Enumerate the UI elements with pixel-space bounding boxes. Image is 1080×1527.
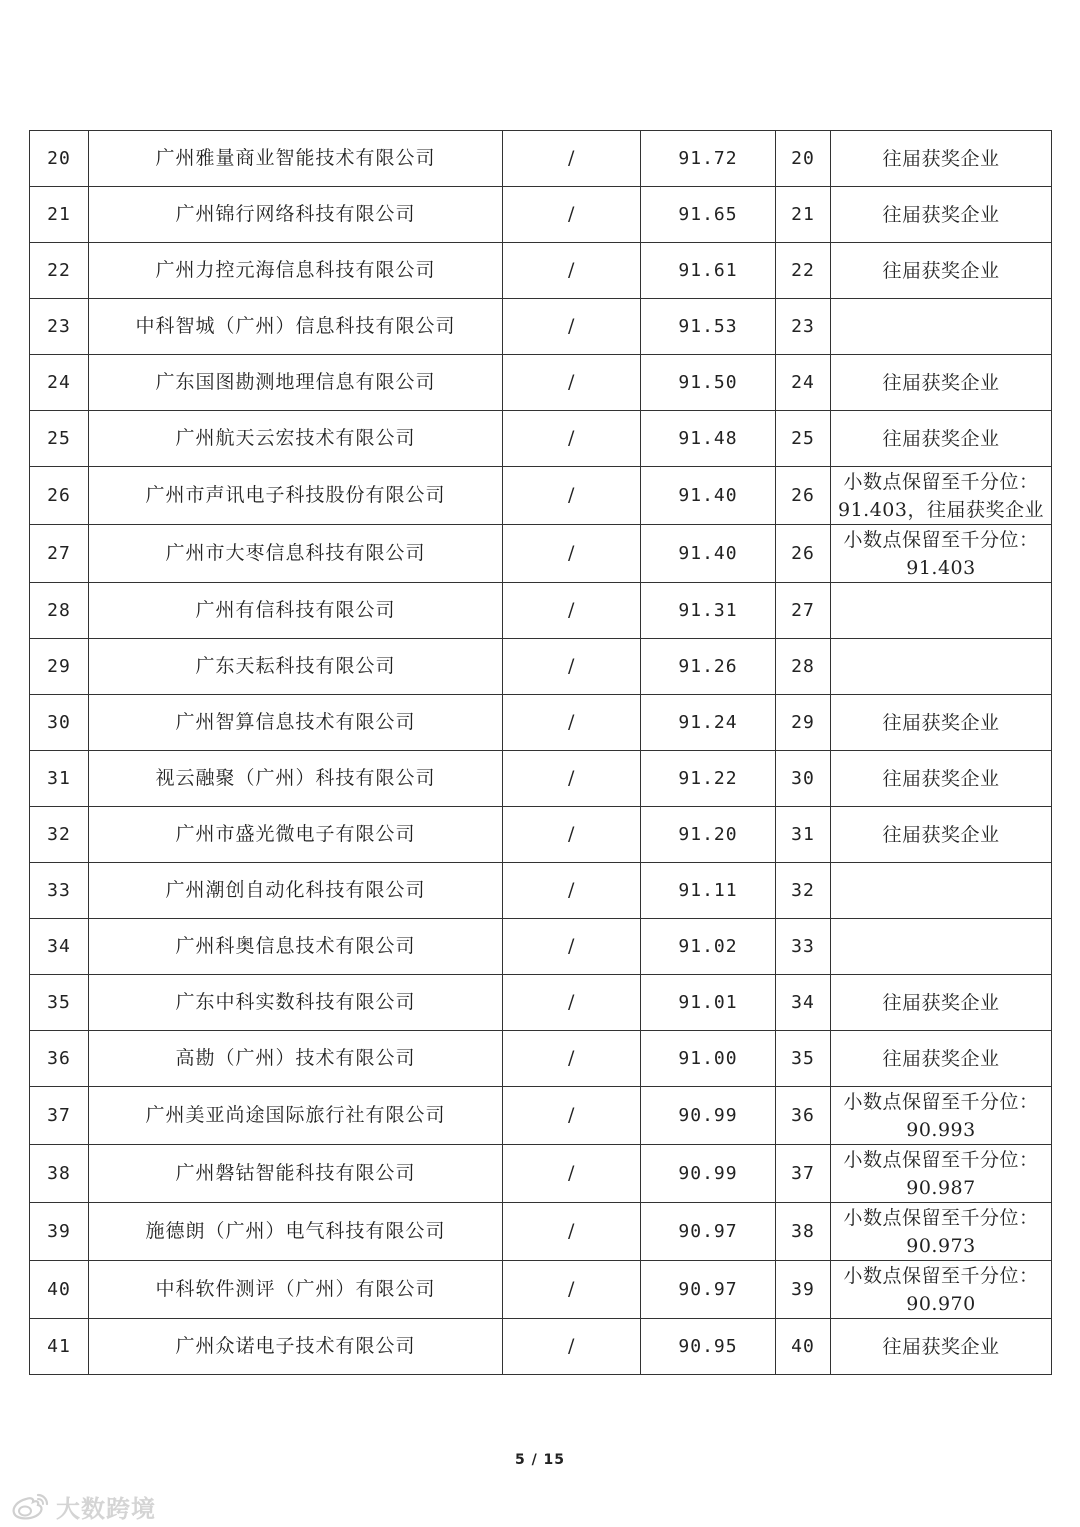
note-cell bbox=[831, 243, 1052, 299]
note-line: 小数点保留至千分位： bbox=[843, 1264, 1039, 1287]
note-cell bbox=[831, 1087, 1052, 1145]
note-cell bbox=[831, 975, 1052, 1031]
note-line: 往届获奖企业 bbox=[882, 711, 1000, 734]
mark-cell: / bbox=[503, 1145, 641, 1203]
note-cell bbox=[831, 467, 1052, 525]
score-cell: 91.40 bbox=[641, 525, 776, 583]
seq-cell: 23 bbox=[30, 299, 89, 355]
table-row bbox=[30, 1145, 1052, 1203]
note-cell bbox=[831, 639, 1052, 695]
company-name-cell: 广州雅量商业智能技术有限公司 bbox=[89, 131, 503, 187]
rank-cell: 23 bbox=[776, 299, 831, 355]
mark-cell: / bbox=[503, 1261, 641, 1319]
note-line: 往届获奖企业 bbox=[882, 259, 1000, 282]
score-cell: 90.97 bbox=[641, 1261, 776, 1319]
table-row bbox=[30, 131, 1052, 187]
seq-cell: 32 bbox=[30, 807, 89, 863]
table-row bbox=[30, 807, 1052, 863]
mark-cell: / bbox=[503, 695, 641, 751]
seq-cell: 36 bbox=[30, 1031, 89, 1087]
mark-cell: / bbox=[503, 355, 641, 411]
seq-cell: 34 bbox=[30, 919, 89, 975]
mark-cell: / bbox=[503, 525, 641, 583]
score-cell: 90.99 bbox=[641, 1087, 776, 1145]
score-cell: 91.11 bbox=[641, 863, 776, 919]
rank-cell: 38 bbox=[776, 1203, 831, 1261]
company-name-cell: 广州众诺电子技术有限公司 bbox=[89, 1319, 503, 1375]
mark-cell: / bbox=[503, 975, 641, 1031]
note-cell bbox=[831, 863, 1052, 919]
rank-cell: 27 bbox=[776, 583, 831, 639]
seq-cell: 26 bbox=[30, 467, 89, 525]
rank-cell: 31 bbox=[776, 807, 831, 863]
company-name-cell: 广州航天云宏技术有限公司 bbox=[89, 411, 503, 467]
note-cell bbox=[831, 187, 1052, 243]
note-line: 91.403 bbox=[906, 556, 976, 579]
seq-cell: 27 bbox=[30, 525, 89, 583]
seq-cell: 29 bbox=[30, 639, 89, 695]
rank-cell: 34 bbox=[776, 975, 831, 1031]
score-cell: 91.72 bbox=[641, 131, 776, 187]
note-cell bbox=[831, 751, 1052, 807]
note-line: 往届获奖企业 bbox=[882, 427, 1000, 450]
company-name-cell: 广州美亚尚途国际旅行社有限公司 bbox=[89, 1087, 503, 1145]
page-number: 5 / 15 bbox=[514, 1452, 566, 1468]
table-row bbox=[30, 751, 1052, 807]
rank-cell: 39 bbox=[776, 1261, 831, 1319]
note-cell bbox=[831, 1031, 1052, 1087]
table-row bbox=[30, 583, 1052, 639]
table-row bbox=[30, 695, 1052, 751]
company-name-cell: 广州市大枣信息科技有限公司 bbox=[89, 525, 503, 583]
note-line: 往届获奖企业 bbox=[882, 767, 1000, 790]
note-cell bbox=[831, 919, 1052, 975]
note-line: 小数点保留至千分位： bbox=[843, 1206, 1039, 1229]
table-row bbox=[30, 863, 1052, 919]
note-cell bbox=[831, 807, 1052, 863]
company-name-cell: 广州市声讯电子科技股份有限公司 bbox=[89, 467, 503, 525]
mark-cell: / bbox=[503, 807, 641, 863]
note-line: 小数点保留至千分位： bbox=[843, 1148, 1039, 1171]
table-row bbox=[30, 919, 1052, 975]
rank-cell: 35 bbox=[776, 1031, 831, 1087]
company-name-cell: 广州力控元海信息科技有限公司 bbox=[89, 243, 503, 299]
score-cell: 90.95 bbox=[641, 1319, 776, 1375]
note-line: 往届获奖企业 bbox=[882, 991, 1000, 1014]
rank-cell: 26 bbox=[776, 525, 831, 583]
mark-cell: / bbox=[503, 1031, 641, 1087]
table-row bbox=[30, 467, 1052, 525]
seq-cell: 33 bbox=[30, 863, 89, 919]
rank-cell: 37 bbox=[776, 1145, 831, 1203]
seq-cell: 40 bbox=[30, 1261, 89, 1319]
note-line: 90.973 bbox=[906, 1234, 976, 1257]
rank-cell: 30 bbox=[776, 751, 831, 807]
company-name-cell: 广州锦行网络科技有限公司 bbox=[89, 187, 503, 243]
seq-cell: 35 bbox=[30, 975, 89, 1031]
rank-cell: 33 bbox=[776, 919, 831, 975]
note-cell bbox=[831, 1261, 1052, 1319]
watermark bbox=[10, 1488, 156, 1524]
score-cell: 91.31 bbox=[641, 583, 776, 639]
note-line: 往届获奖企业 bbox=[882, 1335, 1000, 1358]
mark-cell: / bbox=[503, 1203, 641, 1261]
note-line: 90.987 bbox=[906, 1176, 976, 1199]
note-line: 往届获奖企业 bbox=[882, 147, 1000, 170]
note-cell bbox=[831, 583, 1052, 639]
rank-cell: 36 bbox=[776, 1087, 831, 1145]
score-cell: 91.00 bbox=[641, 1031, 776, 1087]
table-row bbox=[30, 1261, 1052, 1319]
rank-cell: 29 bbox=[776, 695, 831, 751]
company-name-cell: 广州有信科技有限公司 bbox=[89, 583, 503, 639]
note-cell bbox=[831, 355, 1052, 411]
mark-cell: / bbox=[503, 1319, 641, 1375]
note-line: 小数点保留至千分位： bbox=[843, 470, 1039, 493]
note-line: 往届获奖企业 bbox=[882, 823, 1000, 846]
mark-cell: / bbox=[503, 467, 641, 525]
mark-cell: / bbox=[503, 187, 641, 243]
score-cell: 91.20 bbox=[641, 807, 776, 863]
company-name-cell: 施德朗（广州）电气科技有限公司 bbox=[89, 1203, 503, 1261]
rank-cell: 28 bbox=[776, 639, 831, 695]
company-name-cell: 广州潮创自动化科技有限公司 bbox=[89, 863, 503, 919]
mark-cell: / bbox=[503, 863, 641, 919]
table-row bbox=[30, 411, 1052, 467]
company-name-cell: 广州市盛光微电子有限公司 bbox=[89, 807, 503, 863]
mark-cell: / bbox=[503, 131, 641, 187]
company-name-cell: 广东国图勘测地理信息有限公司 bbox=[89, 355, 503, 411]
mark-cell: / bbox=[503, 411, 641, 467]
table-row bbox=[30, 243, 1052, 299]
weibo-logo-icon bbox=[10, 1491, 50, 1521]
seq-cell: 28 bbox=[30, 583, 89, 639]
note-line: 小数点保留至千分位： bbox=[843, 1090, 1039, 1113]
rank-cell: 40 bbox=[776, 1319, 831, 1375]
note-line: 往届获奖企业 bbox=[882, 1047, 1000, 1070]
note-cell bbox=[831, 525, 1052, 583]
score-cell: 91.61 bbox=[641, 243, 776, 299]
table-row bbox=[30, 525, 1052, 583]
note-cell bbox=[831, 695, 1052, 751]
rank-cell: 22 bbox=[776, 243, 831, 299]
seq-cell: 21 bbox=[30, 187, 89, 243]
mark-cell: / bbox=[503, 1087, 641, 1145]
score-cell: 91.50 bbox=[641, 355, 776, 411]
watermark-text: 大数跨境 bbox=[56, 1494, 156, 1523]
seq-cell: 37 bbox=[30, 1087, 89, 1145]
score-cell: 91.24 bbox=[641, 695, 776, 751]
note-line: 往届获奖企业 bbox=[882, 371, 1000, 394]
score-cell: 91.22 bbox=[641, 751, 776, 807]
table-row bbox=[30, 975, 1052, 1031]
company-name-cell: 中科智城（广州）信息科技有限公司 bbox=[89, 299, 503, 355]
note-cell bbox=[831, 411, 1052, 467]
note-cell bbox=[831, 131, 1052, 187]
company-name-cell: 广东中科实数科技有限公司 bbox=[89, 975, 503, 1031]
score-cell: 90.97 bbox=[641, 1203, 776, 1261]
score-cell: 91.01 bbox=[641, 975, 776, 1031]
score-cell: 90.99 bbox=[641, 1145, 776, 1203]
rank-cell: 32 bbox=[776, 863, 831, 919]
note-cell bbox=[831, 1203, 1052, 1261]
table-row bbox=[30, 1031, 1052, 1087]
company-name-cell: 广州科奥信息技术有限公司 bbox=[89, 919, 503, 975]
score-cell: 91.40 bbox=[641, 467, 776, 525]
rank-cell: 25 bbox=[776, 411, 831, 467]
company-name-cell: 视云融聚（广州）科技有限公司 bbox=[89, 751, 503, 807]
mark-cell: / bbox=[503, 639, 641, 695]
table-row bbox=[30, 1087, 1052, 1145]
seq-cell: 41 bbox=[30, 1319, 89, 1375]
mark-cell: / bbox=[503, 751, 641, 807]
table-row bbox=[30, 1203, 1052, 1261]
note-line: 小数点保留至千分位： bbox=[843, 528, 1039, 551]
note-line: 90.970 bbox=[906, 1292, 976, 1315]
mark-cell: / bbox=[503, 919, 641, 975]
company-name-cell: 广州磐钴智能科技有限公司 bbox=[89, 1145, 503, 1203]
table-row bbox=[30, 1319, 1052, 1375]
seq-cell: 39 bbox=[30, 1203, 89, 1261]
note-cell bbox=[831, 1145, 1052, 1203]
seq-cell: 30 bbox=[30, 695, 89, 751]
score-cell: 91.48 bbox=[641, 411, 776, 467]
mark-cell: / bbox=[503, 243, 641, 299]
company-name-cell: 广东天耘科技有限公司 bbox=[89, 639, 503, 695]
score-cell: 91.26 bbox=[641, 639, 776, 695]
seq-cell: 20 bbox=[30, 131, 89, 187]
note-line: 90.993 bbox=[906, 1118, 976, 1141]
score-cell: 91.02 bbox=[641, 919, 776, 975]
rank-cell: 20 bbox=[776, 131, 831, 187]
note-line: 91.403，往届获奖企业 bbox=[838, 498, 1044, 521]
rank-cell: 26 bbox=[776, 467, 831, 525]
note-line: 往届获奖企业 bbox=[882, 203, 1000, 226]
company-name-cell: 中科软件测评（广州）有限公司 bbox=[89, 1261, 503, 1319]
seq-cell: 25 bbox=[30, 411, 89, 467]
table-row bbox=[30, 299, 1052, 355]
mark-cell: / bbox=[503, 583, 641, 639]
ranking-table bbox=[29, 130, 1052, 1375]
table-row bbox=[30, 639, 1052, 695]
table-row bbox=[30, 187, 1052, 243]
seq-cell: 24 bbox=[30, 355, 89, 411]
company-name-cell: 广州智算信息技术有限公司 bbox=[89, 695, 503, 751]
note-cell bbox=[831, 1319, 1052, 1375]
score-cell: 91.65 bbox=[641, 187, 776, 243]
company-name-cell: 高勘（广州）技术有限公司 bbox=[89, 1031, 503, 1087]
score-cell: 91.53 bbox=[641, 299, 776, 355]
table-row bbox=[30, 355, 1052, 411]
rank-cell: 24 bbox=[776, 355, 831, 411]
ranking-table-body bbox=[30, 131, 1052, 1375]
note-cell bbox=[831, 299, 1052, 355]
seq-cell: 22 bbox=[30, 243, 89, 299]
seq-cell: 38 bbox=[30, 1145, 89, 1203]
rank-cell: 21 bbox=[776, 187, 831, 243]
mark-cell: / bbox=[503, 299, 641, 355]
seq-cell: 31 bbox=[30, 751, 89, 807]
